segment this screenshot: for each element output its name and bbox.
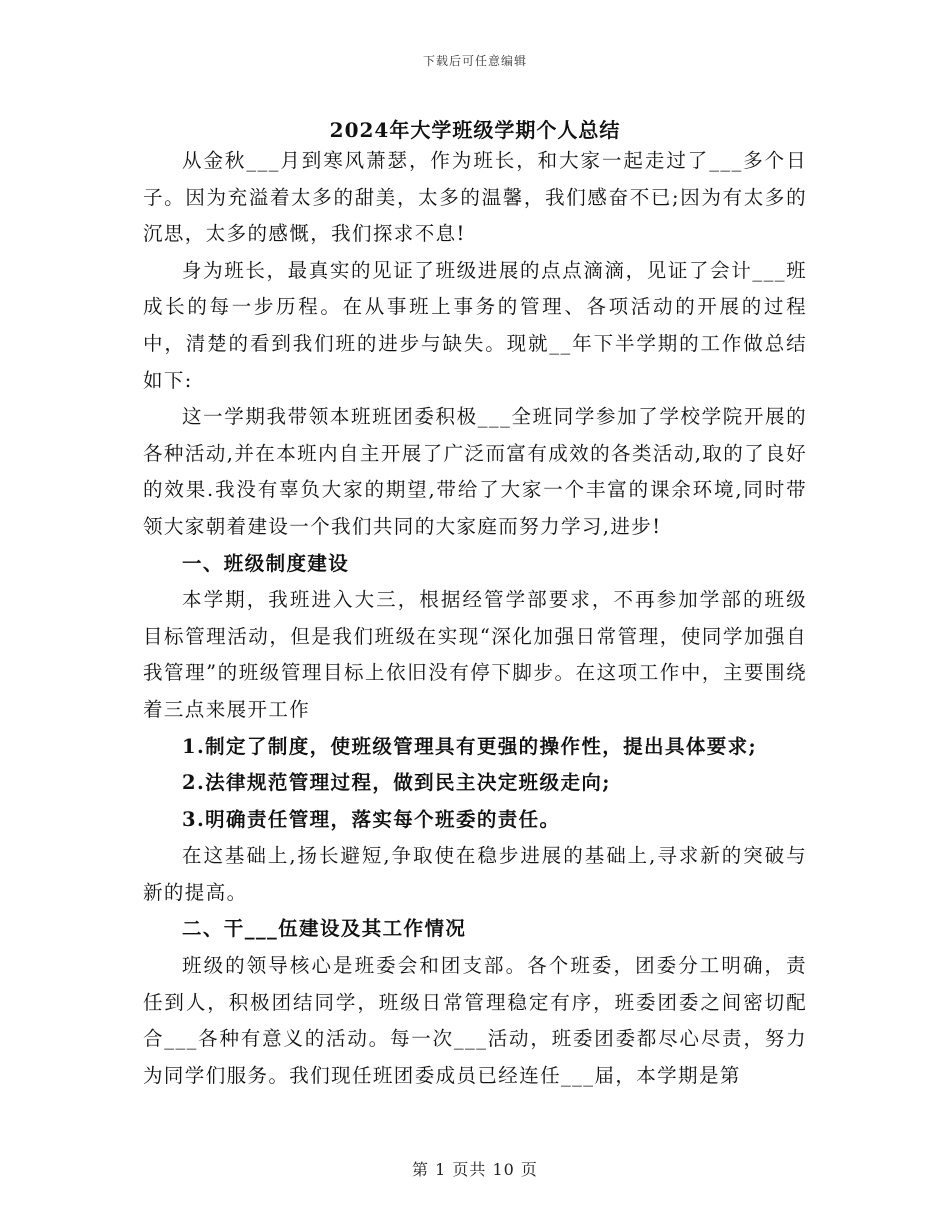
- list-item: 2.法律规范管理过程，做到民主决定班级走向;: [182, 771, 611, 795]
- document-body: [143, 143, 807, 1094]
- list-item: 3.明确责任管理，落实每个班委的责任。: [182, 807, 561, 831]
- paragraph: 身为班长，最真实的见证了班级进展的点点滴滴，见证了会计___班成长的每一步历程。在从事班上事务的管理、各项活动的开展的过程中，清楚的看到我们班的进步与缺失。现就__年下半学期的工作做总结如下:: [143, 258, 807, 392]
- paragraph: 本学期，我班进入大三，根据经管学部要求，不再参加学部的班级目标管理活动，但是我们班级在实现“深化加强日常管理，使同学加强自我管理”的班级管理目标上依旧没有停下脚步。在这项工作中，主要围绕着三点来展开工作: [143, 588, 807, 721]
- paragraph: 班级的领导核心是班委会和团支部。各个班委，团委分工明确，责任到人，积极团结同学，班级日常管理稳定有序，班委团委之间密切配合___各种有意义的活动。每一次___活动，班委团委都尽心尽责，努力为同学们服务。我们现任班团委成员已经连任___届，本学期是第: [143, 954, 807, 1087]
- section-heading: 一、班级制度建设: [182, 551, 350, 575]
- list-item: 1.制定了制度，使班级管理具有更强的操作性，提出具体要求;: [182, 734, 758, 758]
- page-footer: 第 1 页共 10 页: [412, 1160, 538, 1179]
- paragraph: 这一学期我带领本班班团委积极___全班同学参加了学校学院开展的各种活动,并在本班内自主开展了广泛而富有成效的各类活动,取的了良好的效果.我没有辜负大家的期望,带给了大家一个丰富的课余环境,同时带领大家朝着建设一个我们共同的大家庭而努力学习,进步!: [143, 405, 807, 538]
- document-title: 2024年大学班级学期个人总结: [329, 118, 621, 142]
- section-heading: 二、干___伍建设及其工作情况: [182, 917, 467, 941]
- paragraph: 在这基础上,扬长避短,争取使在稳步进展的基础上,寻求新的突破与新的提高。: [143, 844, 807, 904]
- paragraph: 从金秋___月到寒风萧瑟，作为班长，和大家一起走过了___多个日子。因为充溢着太多的甜美，太多的温馨，我们感奋不已;因为有太多的沉思，太多的感慨，我们探求不息!: [143, 149, 807, 246]
- page-header: 下载后可任意编辑: [422, 54, 527, 68]
